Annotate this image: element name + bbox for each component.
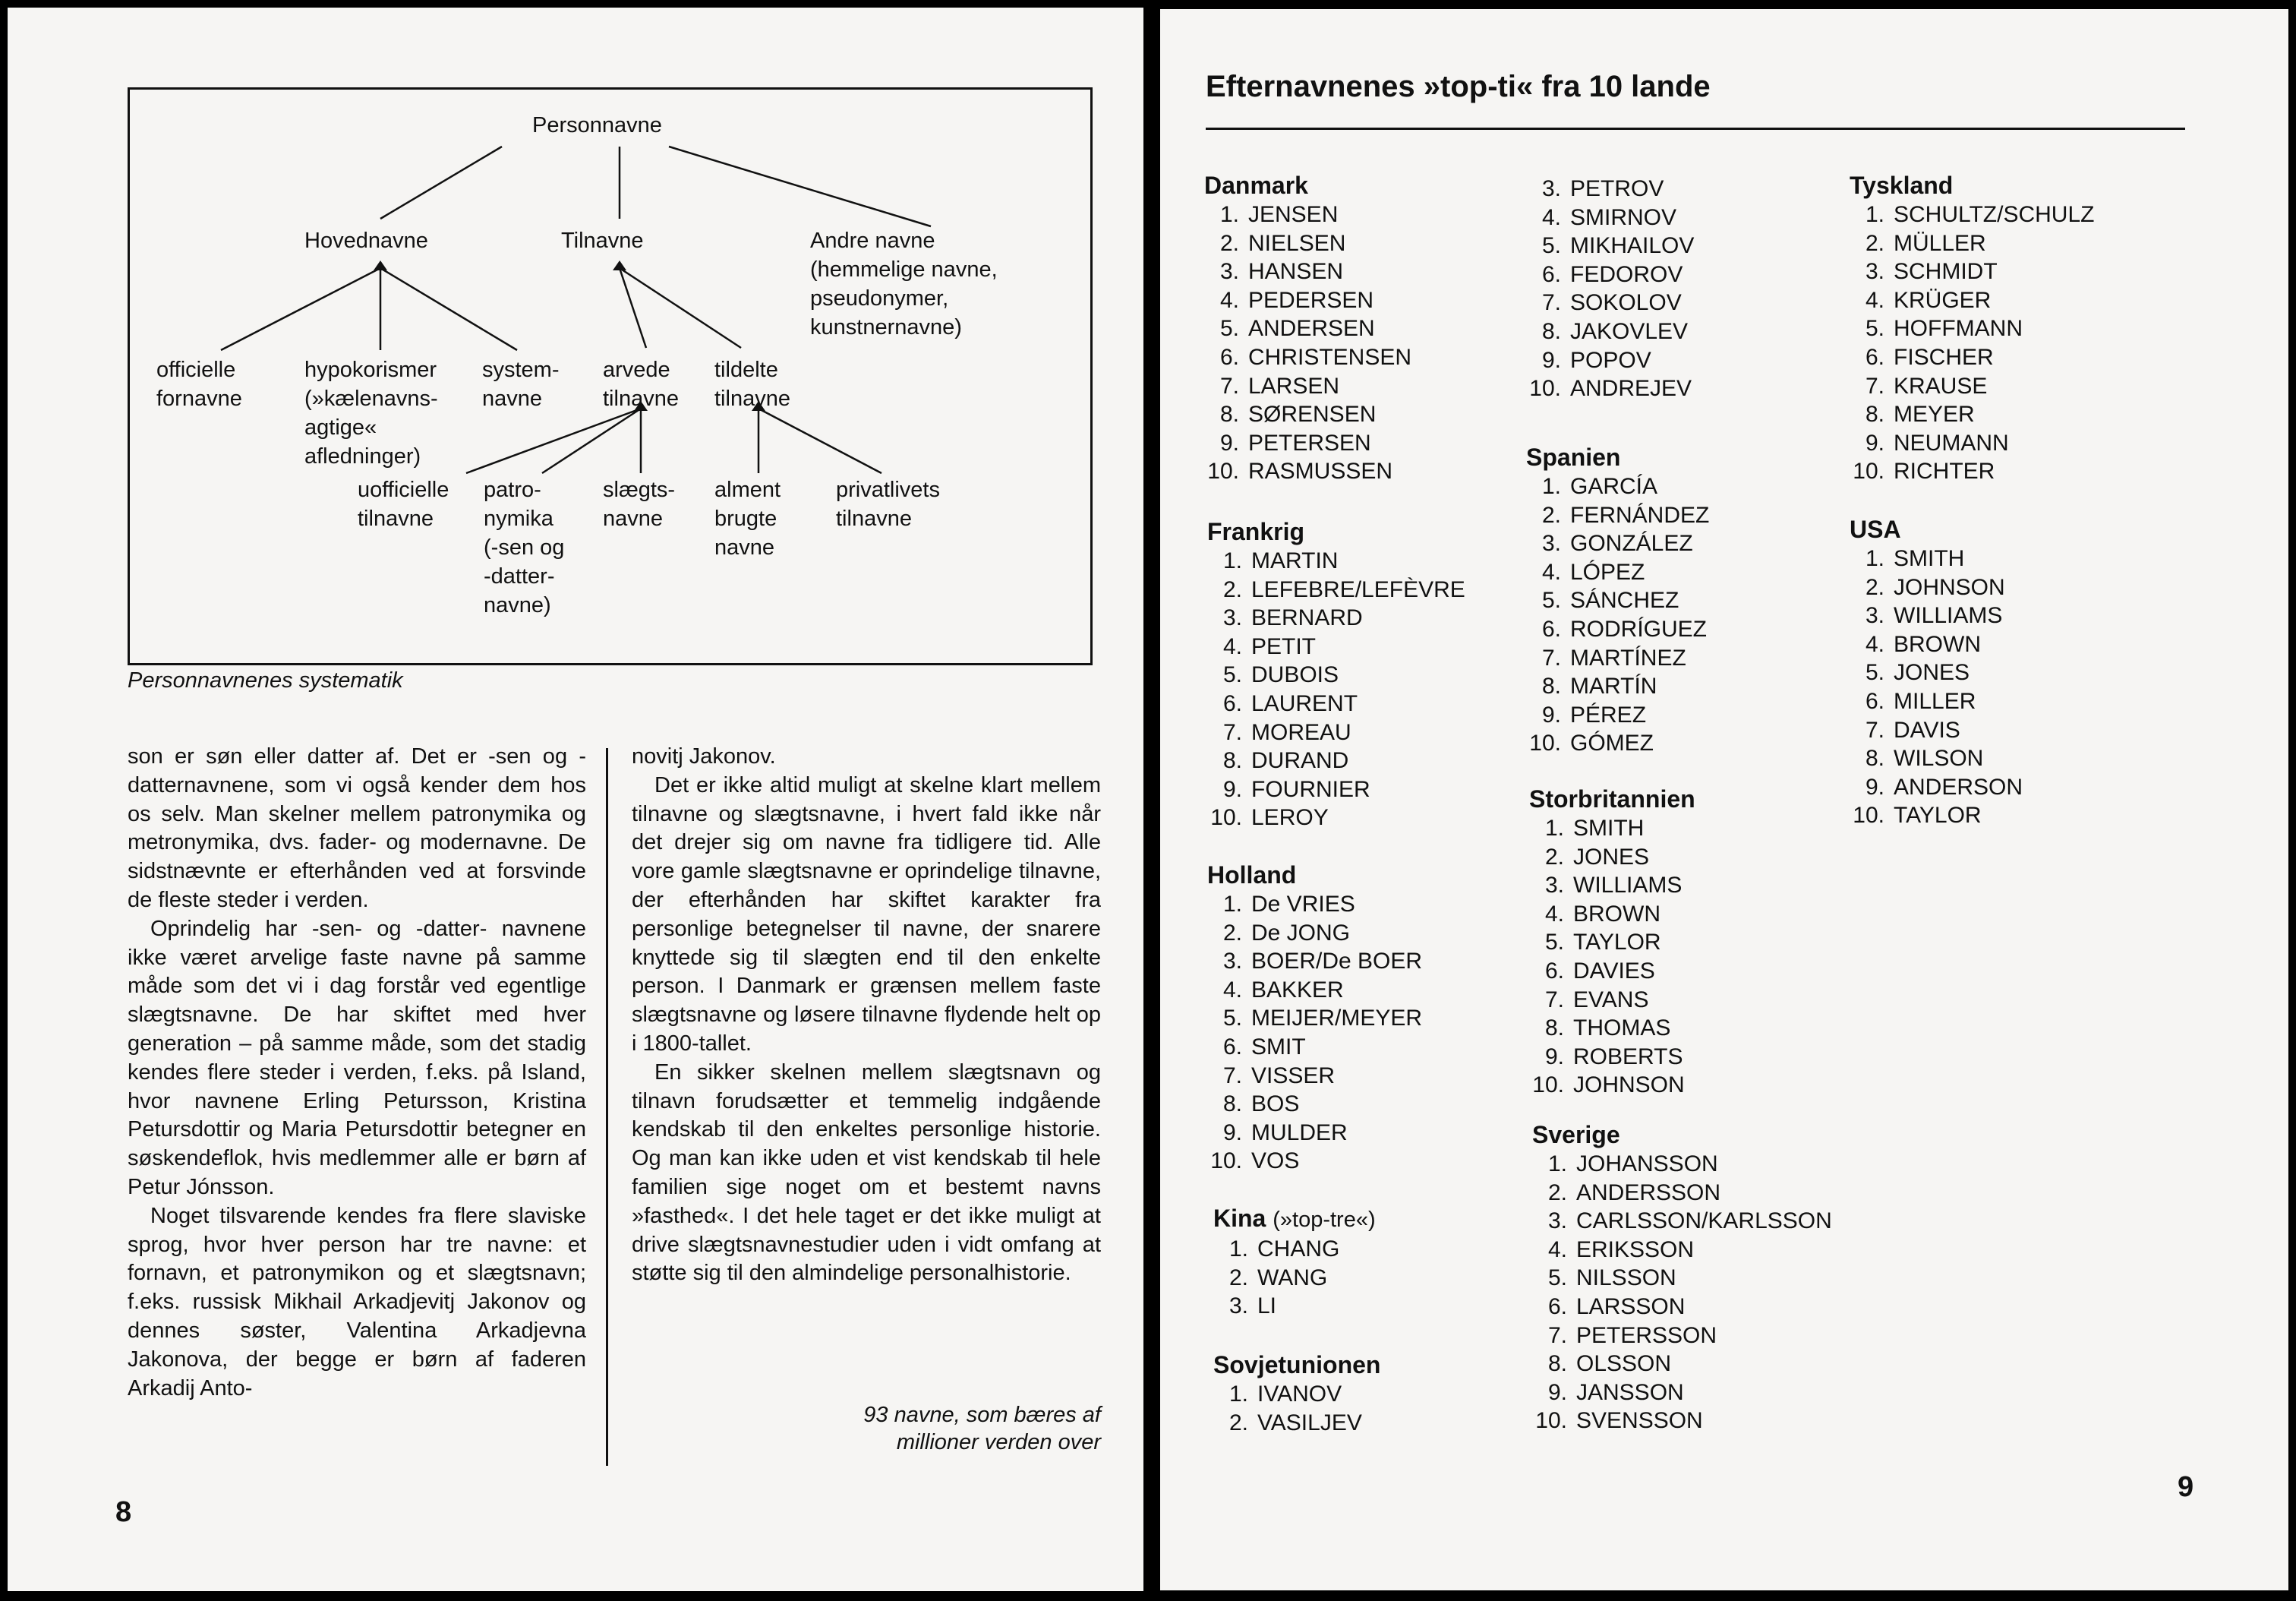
list-item: 5. ANDERSEN <box>1219 316 1375 342</box>
diagram-officielle-fornavne-label: officielle fornavne <box>156 358 242 411</box>
surname: FEDOROV <box>1570 261 1683 287</box>
list-item: 7. EVANS <box>1544 987 1649 1012</box>
list-item: 9. POPOV <box>1541 347 1651 373</box>
list-item: 2. LEFEBRE/LEFÈVRE <box>1222 576 1465 602</box>
page-number-right: 9 <box>2178 1471 2194 1503</box>
surname-list <box>1532 1150 1832 1435</box>
surname: HANSEN <box>1248 259 1344 285</box>
list-item: 4. PETIT <box>1222 633 1317 659</box>
surname: PETERSSON <box>1576 1322 1717 1348</box>
surname: LEROY <box>1251 805 1329 831</box>
list-item: 4. LÓPEZ <box>1541 559 1645 585</box>
surname: MARTÍN <box>1570 674 1657 699</box>
list-item: 9. PÉREZ <box>1541 702 1647 728</box>
surname: ANDERSON <box>1894 774 2023 800</box>
list-item: 10. RICHTER <box>1853 459 1995 485</box>
surname: DUBOIS <box>1251 662 1339 688</box>
surname: BOS <box>1251 1091 1300 1117</box>
country-name-text: Tyskland <box>1850 172 1954 199</box>
surname: JONES <box>1573 844 1650 870</box>
country-name <box>1529 784 1695 814</box>
surname-list <box>1850 545 2023 830</box>
list-item: 1. MARTIN <box>1222 548 1339 573</box>
surname: THOMAS <box>1573 1015 1671 1041</box>
list-item: 1. JOHANSSON <box>1547 1151 1718 1176</box>
list-item: 10. TAYLOR <box>1853 803 1982 829</box>
country-name-text: Holland <box>1207 861 1297 889</box>
list-item: 8. BOS <box>1222 1091 1300 1117</box>
surname: DAVIES <box>1573 958 1655 984</box>
paragraph: En sikker skelnen mellem slægtsnavn og tilnavn forudsætter et temmelig indgående kendskab til den enkeltes personlige historie. Og man kan ikke uden et vist kendskab til hele familien sige noget om et bestemt navns »fasthed«. I det hele taget er det ikke muligt at drive slægtsnavnestudier uden i vidt omfang at støtte sig til den almindelige personalhistorie. <box>632 1059 1101 1286</box>
personnavne-diagram <box>128 87 1093 665</box>
country-block <box>1529 784 1695 1100</box>
list-item: 9. PETERSEN <box>1219 430 1371 456</box>
country-block <box>1204 170 1411 486</box>
list-item: 8. DURAND <box>1222 748 1349 774</box>
surname: MEYER <box>1894 402 1975 428</box>
paragraph: Noget tilsvarende kendes fra flere slaviske sprog, hvor hver person har tre navne: et fornavn, et patronymikon og et slægtsnavn; f.eks. russisk Mikhail Arkadjevitj Jakonov og dennes søster, Valentina Arkadjevna Jakonova, der begge er børn af faderen Arkadij Anto- <box>128 1203 586 1400</box>
list-item: 3. CARLSSON/KARLSSON <box>1547 1208 1832 1234</box>
country-name <box>1207 860 1422 890</box>
surname: JONES <box>1894 660 1970 686</box>
list-item: 7. VISSER <box>1222 1063 1336 1088</box>
list-item: 7. KRAUSE <box>1865 373 1988 399</box>
surname: SMIRNOV <box>1570 204 1677 230</box>
surname: NEUMANN <box>1894 430 2009 456</box>
list-item: 8. SØRENSEN <box>1219 402 1377 428</box>
surname: WILLIAMS <box>1894 603 2003 629</box>
surname: ROBERTS <box>1573 1044 1683 1069</box>
diagram-tildelte-tilnavne-label: tildelte tilnavne <box>714 358 790 411</box>
country-name <box>1526 442 1709 472</box>
surname-list <box>1526 472 1709 758</box>
surname: DURAND <box>1251 748 1349 774</box>
diagram-alment-brugte-navne-label: alment brugte navne <box>714 478 781 560</box>
list-item: 7. PETERSSON <box>1547 1322 1717 1348</box>
list-item: 1. GARCÍA <box>1541 474 1658 499</box>
surname: LÓPEZ <box>1570 559 1645 585</box>
country-note: (»top-tre«) <box>1273 1208 1376 1232</box>
surname: SMIT <box>1251 1034 1306 1059</box>
country-block <box>1526 442 1709 758</box>
list-item: 4. BROWN <box>1865 631 1981 657</box>
surname: PEDERSEN <box>1248 287 1374 313</box>
diagram-uofficielle-tilnavne-label: uofficielle tilnavne <box>358 478 449 531</box>
surname: FOURNIER <box>1251 776 1370 802</box>
surname: MARTIN <box>1251 548 1339 573</box>
list-item: 1. SMITH <box>1865 546 1965 571</box>
diagram-root-label: Personnavne <box>532 113 662 137</box>
surname: GÓMEZ <box>1570 731 1654 756</box>
surname: LARSEN <box>1248 373 1340 399</box>
list-item: 4. KRÜGER <box>1865 287 1992 313</box>
list-item: 8. OLSSON <box>1547 1351 1672 1377</box>
surname: NILSSON <box>1576 1265 1676 1291</box>
list-item: 1. JENSEN <box>1219 202 1339 227</box>
country-name-text: Spanien <box>1526 444 1621 471</box>
list-item: 4. BAKKER <box>1222 977 1344 1003</box>
surname: MARTÍNEZ <box>1570 645 1686 671</box>
list-item: 2. WANG <box>1228 1265 1328 1290</box>
list-item: 3. WILLIAMS <box>1865 603 2003 629</box>
paragraph: novitj Jakonov. <box>632 744 776 769</box>
diagram-privatlivets-tilnavne-label: privatlivets tilnavne <box>836 478 940 531</box>
surname: JOHNSON <box>1894 574 2005 600</box>
country-block <box>1213 1203 1376 1321</box>
list-item: 3. PETROV <box>1541 176 1664 201</box>
surname: ANDERSSON <box>1576 1179 1721 1205</box>
country-name-text: Danmark <box>1204 172 1308 199</box>
surname: LARSSON <box>1576 1293 1686 1319</box>
country-name-text: Sovjetunionen <box>1213 1351 1381 1378</box>
list-item: 2. NIELSEN <box>1219 230 1346 256</box>
surname: KRAUSE <box>1894 373 1988 399</box>
list-item: 9. FOURNIER <box>1222 776 1370 802</box>
diagram-patronymika-label: patro- nymika (-sen og -datter- navne) <box>484 478 565 617</box>
surname: WILSON <box>1894 746 1984 772</box>
list-item: 3. WILLIAMS <box>1544 873 1683 898</box>
list-item: 6. DAVIES <box>1544 958 1655 984</box>
country-name-text: Frankrig <box>1207 518 1305 545</box>
surname: OLSSON <box>1576 1351 1672 1377</box>
surname: PÉREZ <box>1570 702 1647 728</box>
list-item: 8. WILSON <box>1865 746 1984 772</box>
surname-list <box>1207 547 1465 832</box>
list-item: 2. De JONG <box>1222 920 1351 946</box>
column-divider <box>606 748 608 1466</box>
surname: GONZÁLEZ <box>1570 531 1693 557</box>
surname: JAKOVLEV <box>1570 318 1689 344</box>
diagram-arvede-tilnavne-label: arvede tilnavne <box>603 358 679 411</box>
list-item: 10. SVENSSON <box>1535 1408 1703 1434</box>
list-item: 10. VOS <box>1210 1148 1300 1174</box>
surname: TAYLOR <box>1573 930 1661 955</box>
list-item: 9. JANSSON <box>1547 1379 1684 1405</box>
list-item: 7. SOKOLOV <box>1541 290 1682 316</box>
list-item: 1. CHANG <box>1228 1236 1340 1262</box>
surname: RODRÍGUEZ <box>1570 616 1707 642</box>
page-title: Efternavnenes »top-ti« fra 10 lande <box>1206 70 1711 103</box>
surname: MILLER <box>1894 688 1976 714</box>
surname: KRÜGER <box>1894 287 1992 313</box>
list-item: 3. SCHMIDT <box>1865 259 1998 285</box>
surname: VOS <box>1251 1148 1300 1174</box>
surname: FISCHER <box>1894 344 1994 370</box>
country-block <box>1850 514 2023 830</box>
paragraph: son er søn eller datter af. Det er -sen og -datternavnene, som vi også kender dem hos os selv. Man skelner mellem patronymika og metronymika, dvs. fader- og modernavne. De sidstnævnte er efterhånden ved at forsvinde de fleste steder i verden. <box>128 744 586 912</box>
surname: SØRENSEN <box>1248 402 1377 428</box>
surname: LAURENT <box>1251 690 1358 716</box>
surname: De JONG <box>1251 920 1351 946</box>
diagram-hypokorismer-label: hypokorismer (»kælenavns- agtige« afledninger) <box>304 358 438 469</box>
list-item: 1. SCHULTZ/SCHULZ <box>1865 202 2095 227</box>
surname: PETIT <box>1251 633 1317 659</box>
list-item: 9. ANDERSON <box>1865 774 2023 800</box>
country-block <box>1532 1119 1832 1435</box>
list-item: 6. CHRISTENSEN <box>1219 344 1412 370</box>
surname: WILLIAMS <box>1573 873 1683 898</box>
list-item: 4. ERIKSSON <box>1547 1236 1695 1262</box>
list-item: 3. HANSEN <box>1219 259 1344 285</box>
list-item: 5. HOFFMANN <box>1865 316 2023 342</box>
surname: PETERSEN <box>1248 430 1371 456</box>
right-page <box>1160 9 2288 1590</box>
country-name-text: Storbritannien <box>1529 785 1695 813</box>
surname: RICHTER <box>1894 459 1995 485</box>
surname: ANDREJEV <box>1570 376 1692 402</box>
surname: BOER/De BOER <box>1251 949 1423 974</box>
list-item: 5. DUBOIS <box>1222 662 1339 688</box>
surname: LEFEBRE/LEFÈVRE <box>1251 576 1465 602</box>
surname: MULDER <box>1251 1119 1348 1145</box>
list-item: 10. JOHNSON <box>1532 1072 1685 1098</box>
list-item: 8. THOMAS <box>1544 1015 1671 1041</box>
country-name <box>1532 1119 1832 1150</box>
list-item: 5. SÁNCHEZ <box>1541 588 1679 614</box>
list-item: 4. BROWN <box>1544 901 1660 927</box>
paragraph: Oprindelig har -sen- og -datter- navnene ikke været arvelige faste navne på samme måde som det vi i dag forstår ved egentlige slægtsnavne. De har skiftet med hver generation – på samme måde, som det stadig kendes flere steder i verden, f.eks. på Island, hvor navnene Erling Petursson, Kristina Petursdottir og Maria Petursdottir betegner en søskendeflok, hvis medlemmer alle er børn af Petur Jónsson. <box>128 916 586 1199</box>
list-item: 8. MARTÍN <box>1541 674 1657 699</box>
diagram-hovednavne-label: Hovednavne <box>304 229 428 253</box>
country-block <box>1850 170 2094 486</box>
country-name <box>1213 1350 1380 1380</box>
list-item: 7. MOREAU <box>1222 719 1351 745</box>
surname: EVANS <box>1573 987 1649 1012</box>
list-item: 3. BOER/De BOER <box>1222 949 1423 974</box>
page-number-left: 8 <box>115 1496 132 1528</box>
surname: SVENSSON <box>1576 1408 1703 1434</box>
country-block <box>1207 860 1422 1176</box>
surname: LI <box>1257 1293 1277 1319</box>
surname: VASILJEV <box>1257 1410 1362 1435</box>
surname: BAKKER <box>1251 977 1344 1003</box>
surname: CARLSSON/KARLSSON <box>1576 1208 1832 1234</box>
surname-list <box>1850 201 2094 486</box>
surname-list <box>1213 1235 1376 1321</box>
list-item: 3. BERNARD <box>1222 605 1363 631</box>
list-item: 6. SMIT <box>1222 1034 1306 1059</box>
list-item: 10. LEROY <box>1210 805 1329 831</box>
list-item: 10. ANDREJEV <box>1529 376 1692 402</box>
list-item: 4. SMIRNOV <box>1541 204 1677 230</box>
list-item: 2. JONES <box>1544 844 1650 870</box>
list-item: 2. ANDERSSON <box>1547 1179 1721 1205</box>
list-item: 4. PEDERSEN <box>1219 287 1374 313</box>
country-name <box>1213 1203 1376 1235</box>
list-item: 7. DAVIS <box>1865 717 1960 743</box>
list-item: 2. FERNÁNDEZ <box>1541 502 1710 528</box>
surname: JOHANSSON <box>1576 1151 1718 1176</box>
country-block <box>1213 1350 1380 1437</box>
surname-list <box>1204 201 1411 486</box>
country-name <box>1207 516 1465 547</box>
surname: SMITH <box>1573 816 1645 841</box>
surname: IVANOV <box>1257 1382 1342 1407</box>
surname: MEIJER/MEYER <box>1251 1006 1423 1031</box>
surname: CHRISTENSEN <box>1248 344 1412 370</box>
list-item: 9. MULDER <box>1222 1119 1348 1145</box>
list-item: 1. De VRIES <box>1222 892 1355 917</box>
surname-list <box>1207 890 1422 1176</box>
list-item: 5. NILSSON <box>1547 1265 1676 1291</box>
list-item: 6. RODRÍGUEZ <box>1541 616 1707 642</box>
list-item: 6. MILLER <box>1865 688 1976 714</box>
text-column-1 <box>128 743 586 1403</box>
list-item: 3. GONZÁLEZ <box>1541 531 1693 557</box>
country-name <box>1850 170 2094 201</box>
list-item: 8. MEYER <box>1865 402 1975 428</box>
surname: MIKHAILOV <box>1570 233 1695 259</box>
diagram-caption: Personnavnenes systematik <box>128 668 403 693</box>
side-caption: 93 navne, som bæres af millioner verden over <box>863 1403 1101 1454</box>
diagram-tilnavne-label: Tilnavne <box>561 229 644 253</box>
list-item: 5. MEIJER/MEYER <box>1222 1006 1423 1031</box>
surname-list <box>1529 814 1695 1100</box>
title-rule <box>1206 128 2185 130</box>
surname: De VRIES <box>1251 892 1355 917</box>
surname: ANDERSEN <box>1248 316 1375 342</box>
surname: DAVIS <box>1894 717 1960 743</box>
surname: NIELSEN <box>1248 230 1346 256</box>
surname: HOFFMANN <box>1894 316 2023 342</box>
surname: SCHMIDT <box>1894 259 1998 285</box>
surname: MÜLLER <box>1894 230 1986 256</box>
paragraph: Det er ikke altid muligt at skelne klart mellem tilnavne og slægtsnavne, i hvert fald ikke når det drejer sig om navne fra tidligere tid. Alle vore gamle slægtsnavne er oprindelige tilnavne, der efterhånden har skiftet karakter fra personlige betegnelser til navne, der snarere knyttede sig til slægten end til den enkelte person. I Danmark er grænsen mellem faste slægtsnavne og løsere tilnavne flydende helt op i 1800-tallet. <box>632 772 1101 1056</box>
country-name-text: USA <box>1850 516 1901 543</box>
surname-list <box>1213 1380 1380 1437</box>
surname: PETROV <box>1570 176 1664 201</box>
country-block-continued <box>1526 175 1694 403</box>
list-item: 1. SMITH <box>1544 816 1645 841</box>
diagram-slaegtsnavne-label: slægts- navne <box>603 478 676 531</box>
list-item: 3. LI <box>1228 1293 1277 1319</box>
surname: BROWN <box>1573 901 1660 927</box>
list-item: 2. MÜLLER <box>1865 230 1986 256</box>
surname: SOKOLOV <box>1570 290 1682 316</box>
text-column-2 <box>632 743 1101 1288</box>
surname: WANG <box>1257 1265 1328 1290</box>
surname: JOHNSON <box>1573 1072 1685 1098</box>
diagram-systemnavne-label: system- navne <box>482 358 560 411</box>
surname-list <box>1526 175 1694 403</box>
list-item: 2. VASILJEV <box>1228 1410 1362 1435</box>
surname: JENSEN <box>1248 202 1339 227</box>
list-item: 6. FISCHER <box>1865 344 1994 370</box>
list-item: 1. IVANOV <box>1228 1382 1342 1407</box>
surname: SÁNCHEZ <box>1570 588 1679 614</box>
list-item: 7. MARTÍNEZ <box>1541 645 1686 671</box>
country-name <box>1204 170 1411 201</box>
list-item: 5. MIKHAILOV <box>1541 233 1695 259</box>
country-block <box>1207 516 1465 832</box>
list-item: 5. TAYLOR <box>1544 930 1661 955</box>
surname: SCHULTZ/SCHULZ <box>1894 202 2095 227</box>
list-item: 10. GÓMEZ <box>1529 731 1654 756</box>
diagram-andre-navne-label: Andre navne (hemmelige navne, pseudonymer, kunstnernavne) <box>810 229 998 339</box>
country-name-text: Kina <box>1213 1205 1266 1232</box>
list-item: 9. ROBERTS <box>1544 1044 1683 1069</box>
surname: TAYLOR <box>1894 803 1982 829</box>
list-item: 7. LARSEN <box>1219 373 1340 399</box>
surname: CHANG <box>1257 1236 1340 1262</box>
surname: GARCÍA <box>1570 474 1658 499</box>
country-name <box>1850 514 2023 545</box>
list-item: 9. NEUMANN <box>1865 430 2009 456</box>
surname: BROWN <box>1894 631 1981 657</box>
surname: RASMUSSEN <box>1248 459 1393 485</box>
list-item: 6. FEDOROV <box>1541 261 1683 287</box>
surname: ERIKSSON <box>1576 1236 1695 1262</box>
list-item: 10. RASMUSSEN <box>1207 459 1393 485</box>
surname: FERNÁNDEZ <box>1570 502 1710 528</box>
list-item: 5. JONES <box>1865 660 1970 686</box>
surname: JANSSON <box>1576 1379 1684 1405</box>
list-item: 2. JOHNSON <box>1865 574 2005 600</box>
surname: POPOV <box>1570 347 1651 373</box>
list-item: 6. LAURENT <box>1222 690 1358 716</box>
surname: SMITH <box>1894 546 1965 571</box>
country-name-text: Sverige <box>1532 1121 1620 1148</box>
left-page <box>8 8 1143 1591</box>
list-item: 6. LARSSON <box>1547 1293 1686 1319</box>
surname: MOREAU <box>1251 719 1351 745</box>
surname: VISSER <box>1251 1063 1336 1088</box>
list-item: 8. JAKOVLEV <box>1541 318 1689 344</box>
surname: BERNARD <box>1251 605 1363 631</box>
